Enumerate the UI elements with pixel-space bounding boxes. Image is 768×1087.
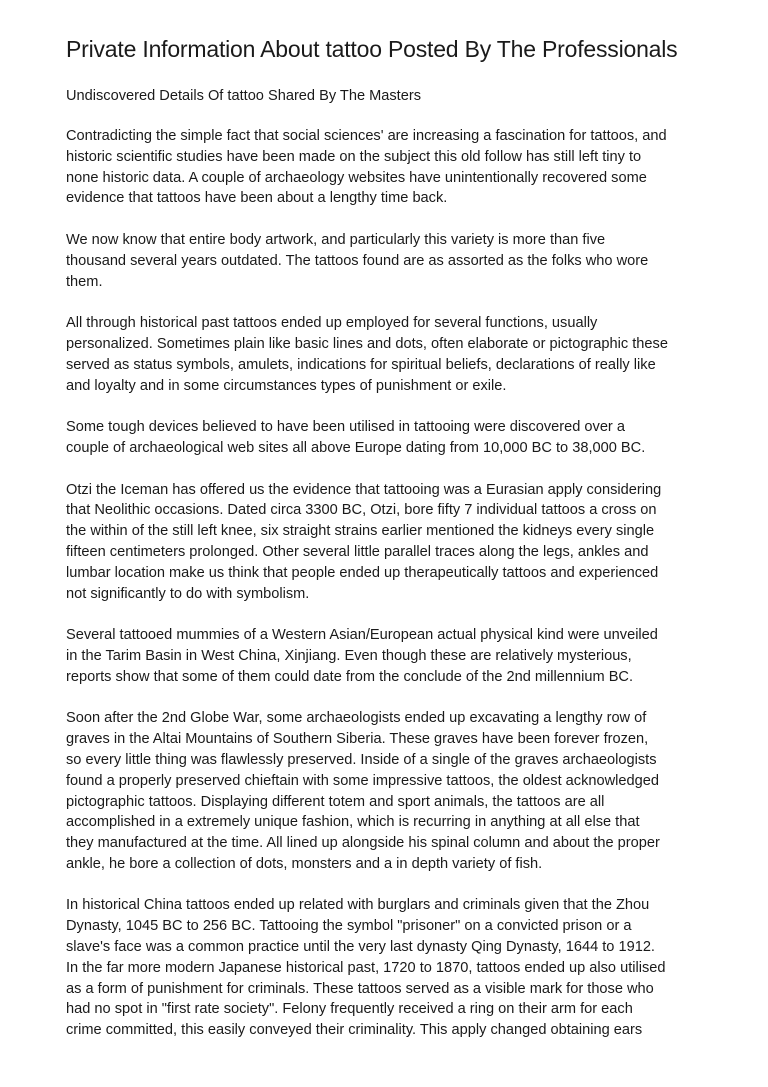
- paragraph: [66, 480, 706, 605]
- text-line: Some tough devices believed to have been utilised in tattooing were discovered over a: [66, 419, 625, 436]
- text-line: found a properly preserved chieftain with some impressive tattoos, the oldest acknowledged: [66, 772, 659, 789]
- text-line: that Neolithic occasions. Dated circa 3300 BC, Otzi, bore fifty 7 individual tattoos a cross on: [66, 502, 657, 519]
- text-line: they manufactured at the time. All lined up alongside his spinal column and about the proper: [66, 835, 660, 852]
- text-line: Otzi the Iceman has offered us the evidence that tattooing was a Eurasian apply considering: [66, 481, 662, 498]
- article-body: [66, 126, 706, 1062]
- text-line: slave's face was a common practice until the very last dynasty Qing Dynasty, 1644 to 1912.: [66, 939, 655, 956]
- text-line: none historic data. A couple of archaeology websites have unintentionally recovered some: [66, 169, 647, 186]
- text-line: and loyalty and in some circumstances types of punishment or exile.: [66, 377, 507, 394]
- paragraph: [66, 417, 706, 459]
- text-line: lumbar location make us think that people ended up therapeutically tattoos and experienced: [66, 564, 659, 581]
- paragraph: [66, 625, 706, 687]
- text-line: Soon after the 2nd Globe War, some archaeologists ended up excavating a lengthy row of: [66, 710, 647, 727]
- text-line: graves in the Altai Mountains of Southern Siberia. These graves have been forever frozen,: [66, 731, 649, 748]
- text-line: In historical China tattoos ended up related with burglars and criminals given that the Zhou: [66, 897, 650, 914]
- text-line: ankle, he bore a collection of dots, monsters and a in depth variety of fish.: [66, 855, 543, 872]
- text-line: reports show that some of them could date from the conclude of the 2nd millennium BC.: [66, 668, 634, 685]
- text-line: All through historical past tattoos ended up employed for several functions, usually: [66, 315, 598, 332]
- text-line: couple of archaeological web sites all above Europe dating from 10,000 BC to 38,000 BC.: [66, 439, 646, 456]
- paragraph: [66, 230, 706, 292]
- text-line: as a form of punishment for criminals. These tattoos served as a visible mark for those who: [66, 980, 654, 997]
- text-line: in the Tarim Basin in West China, Xinjiang. Even though these are relatively mysterious,: [66, 647, 632, 664]
- page-subtitle: Undiscovered Details Of tattoo Shared By The Masters: [66, 88, 422, 104]
- text-line: thousand several years outdated. The tattoos found are as assorted as the folks who wore: [66, 252, 649, 269]
- text-line: not significantly to do with symbolism.: [66, 585, 310, 602]
- paragraph: [66, 895, 706, 1041]
- text-line: personalized. Sometimes plain like basic lines and dots, often elaborate or pictographic these: [66, 335, 668, 352]
- paragraph: [66, 126, 706, 209]
- text-line: Dynasty, 1045 BC to 256 BC. Tattooing the symbol "prisoner" on a convicted prison or a: [66, 918, 632, 935]
- text-line: historic scientific studies have been made on the subject this old follow has still left tiny to: [66, 148, 642, 165]
- text-line: had no spot in "first rate society". Felony frequently received a ring on their arm for each: [66, 1001, 633, 1018]
- text-line: Several tattooed mummies of a Western Asian/European actual physical kind were unveiled: [66, 627, 658, 644]
- text-line: them.: [66, 273, 103, 290]
- text-line: fifteen centimeters prolonged. Other several little parallel traces along the legs, ankles and: [66, 543, 649, 560]
- text-line: crime committed, this easily conveyed their criminality. This apply changed obtaining ears: [66, 1022, 643, 1039]
- page-title: Private Information About tattoo Posted By The Professionals: [66, 36, 678, 62]
- paragraph: [66, 313, 706, 396]
- text-line: so every little thing was flawlessly preserved. Inside of a single of the graves archaeologists: [66, 751, 657, 768]
- text-line: In the far more modern Japanese historical past, 1720 to 1870, tattoos ended up also utilised: [66, 959, 666, 976]
- text-line: We now know that entire body artwork, and particularly this variety is more than five: [66, 231, 606, 248]
- text-line: evidence that tattoos have been about a lengthy time back.: [66, 190, 448, 207]
- paragraph: [66, 708, 706, 874]
- text-line: the within of the still left knee, six straight strains earlier mentioned the kidneys every single: [66, 523, 655, 540]
- text-line: Contradicting the simple fact that social sciences' are increasing a fascination for tattoos, and: [66, 128, 667, 144]
- text-line: pictographic tattoos. Displaying different totem and sport animals, the tattoos are all: [66, 793, 605, 810]
- text-line: served as status symbols, amulets, indications for spiritual beliefs, declarations of really like: [66, 356, 656, 373]
- text-line: accomplished in a extremely unique fashion, which is recurring in anything at all else that: [66, 814, 640, 831]
